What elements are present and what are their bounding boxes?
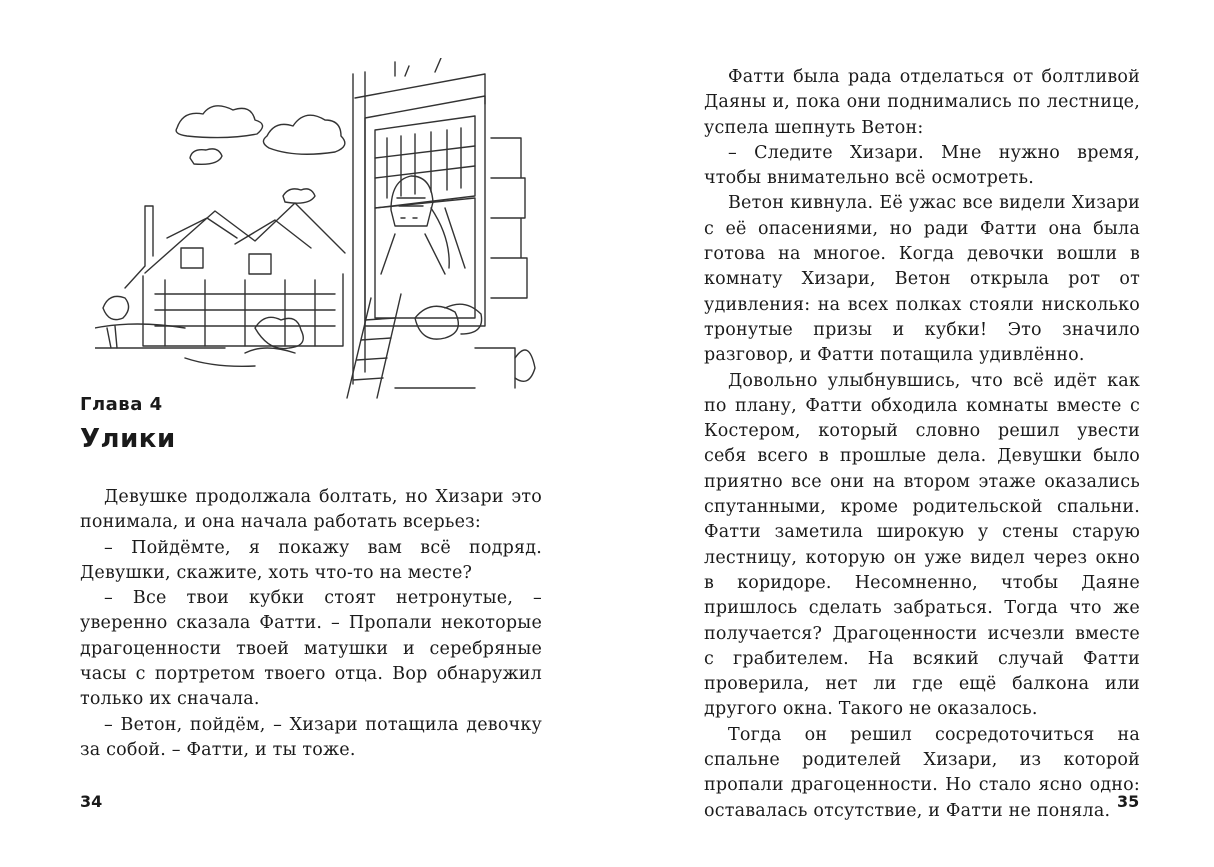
paragraph: Девушке продолжала болтать, но Хизари это понимала, и она начала работать всерьез:	[80, 487, 542, 533]
chapter-title: Улики	[80, 424, 176, 454]
chapter-label: Глава 4	[80, 394, 163, 415]
page-number-left: 34	[80, 792, 103, 811]
paragraph: Фатти была рада отделаться от болтливой Даяны и, пока они поднимались по лестнице, успела шепнуть Ветон:	[704, 67, 1140, 138]
paragraph: Ветон кивнула. Её ужас все видели Хизари с её опасениями, но ради Фатти она была готова на многое. Когда девочки вошли в комнату Хизари, Ветон открыла рот от удивления: на всех полках стояли нисколько тронутые призы и кубки! Это значило разговор, и Фатти потащила удивлённо.	[704, 193, 1140, 366]
paragraph: – Пойдёмте, я покажу вам всё подряд. Девушки, скажите, хоть что-то на месте?	[80, 537, 542, 583]
paragraph: – Все твои кубки стоят нетронутые, – уверенно сказала Фатти. – Пропали некоторые драгоценности твоей матушки и серебряные часы с портретом твоего отца. Вор обнаружил только их сначала.	[80, 588, 542, 710]
paragraph: – Следите Хизари. Мне нужно время, чтобы внимательно всё осмотреть.	[704, 142, 1140, 189]
paragraph: Довольно улыбнувшись, что всё идёт как по плану, Фатти обходила комнаты вместе с Костером, который словно решил увести себя всего в прошлые дела. Девушки было приятно все они на втором этаже оказались спутанными, кроме родительской спальни. Фатти заметила широкую у стены старую лестницу, которую он уже видел через окно в коридоре. Несомненно, чтобы Даяне пришлось сделать забраться. Тогда что же получается? Драгоценности исчезли вместе с грабителем. На всякий случай Фатти проверила, нет ли где ещё балкона или другого окна. Такого не оказалось.	[704, 370, 1140, 720]
paragraph: Тогда он решил сосредоточиться на спальне родителей Хизари, из которой пропали драгоценности. Но стало ясно одно: оставалась отсутствие, и Фатти не поняла.	[704, 724, 1140, 821]
page-number-right: 35	[1117, 792, 1140, 811]
chapter-illustration	[95, 58, 545, 408]
left-page-text	[80, 485, 542, 763]
right-page	[607, 0, 1214, 867]
right-page-text	[704, 65, 1140, 824]
paragraph: – Ветон, пойдём, – Хизари потащила девочку за собой. – Фатти, и ты тоже.	[80, 714, 542, 760]
